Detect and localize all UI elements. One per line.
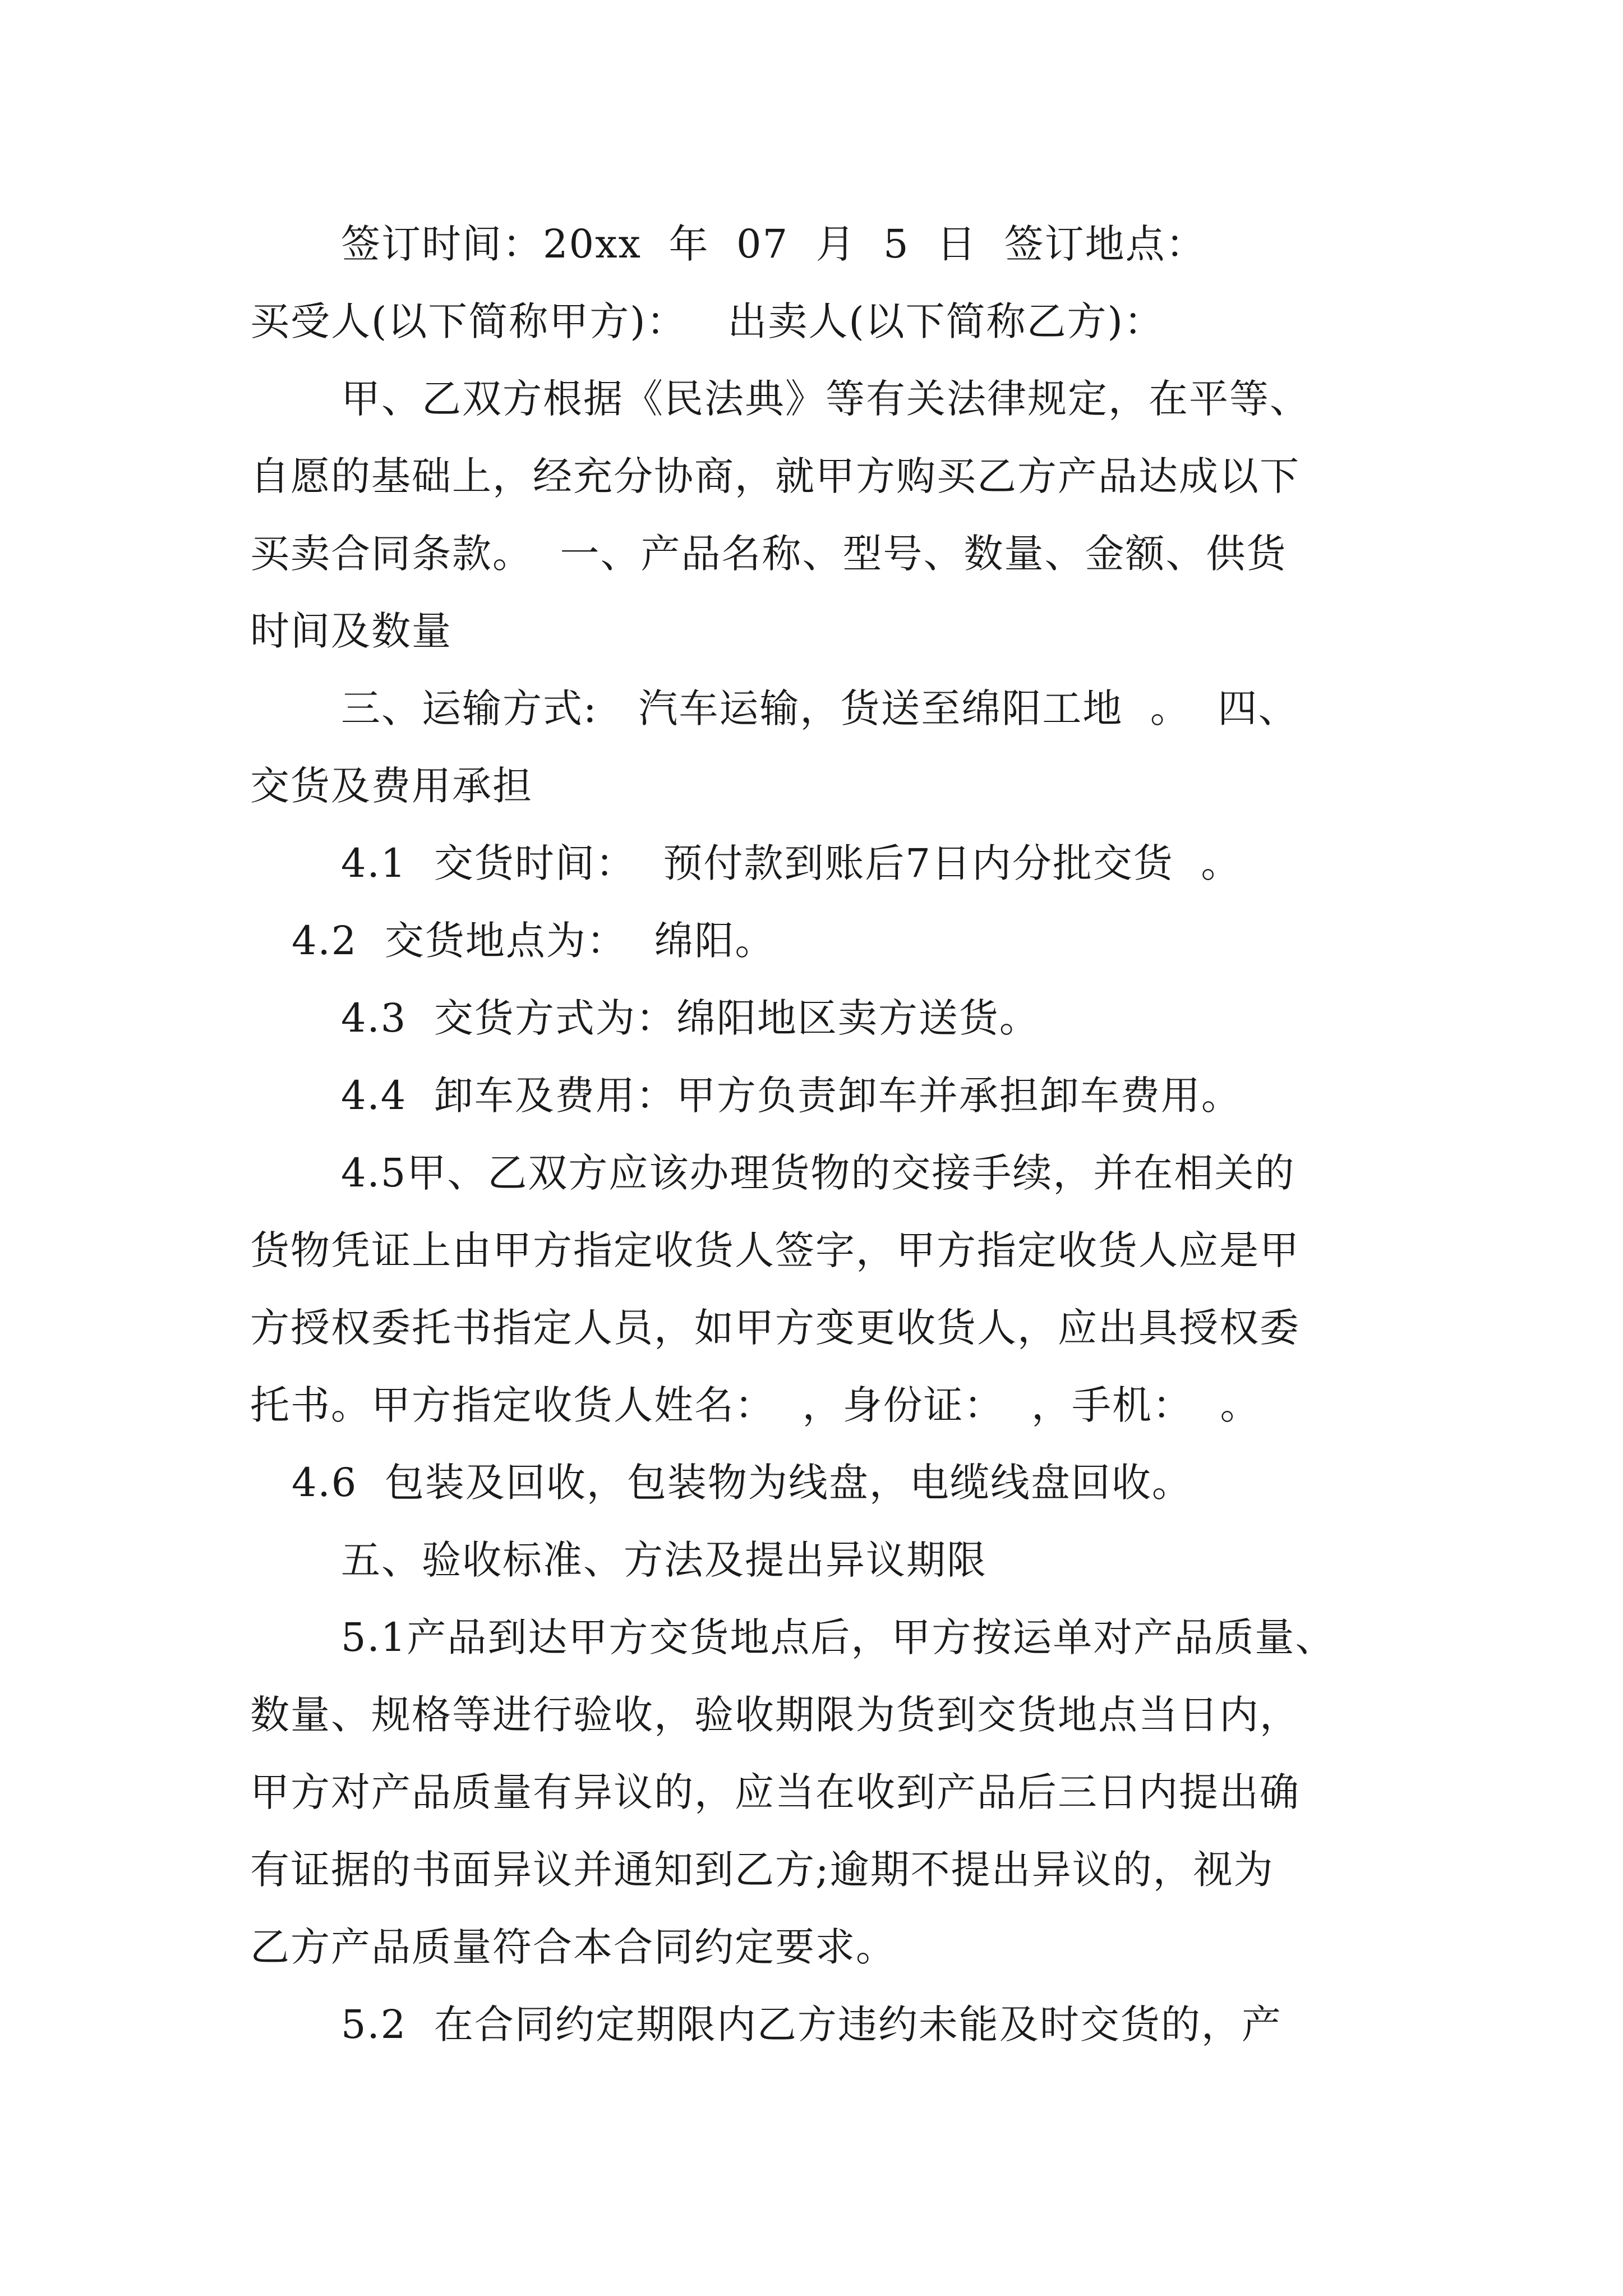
clause-4-5-line-4: 托书。甲方指定收货人姓名： ，身份证： ，手机： 。 bbox=[250, 1382, 1261, 1428]
clause-4-3: 4.3 交货方式为：绵阳地区卖方送货。 bbox=[341, 995, 1040, 1041]
clause-5-1-line-4: 有证据的书面异议并通知到乙方;逾期不提出异议的，视为 bbox=[250, 1847, 1274, 1893]
clause-4-5-line-1: 4.5甲、乙双方应该办理货物的交接手续，并在相关的 bbox=[341, 1150, 1295, 1196]
clause-5-1-line-2: 数量、规格等进行验收，验收期限为货到交货地点当日内， bbox=[250, 1692, 1300, 1738]
intro-line-2: 自愿的基础上，经充分协商，就甲方购买乙方产品达成以下 bbox=[250, 453, 1300, 499]
clause-5-1-line-1: 5.1产品到达甲方交货地点后，甲方按运单对产品质量、 bbox=[341, 1614, 1336, 1660]
clause-5-1-line-3: 甲方对产品质量有异议的，应当在收到产品后三日内提出确 bbox=[250, 1769, 1300, 1815]
intro-line-3: 买卖合同条款。 一、产品名称、型号、数量、金额、供货 bbox=[250, 531, 1287, 577]
clause-4-5-line-2: 货物凭证上由甲方指定收货人签字，甲方指定收货人应是甲 bbox=[250, 1227, 1300, 1273]
clause-4-6: 4.6 包装及回收，包装物为线盘，电缆线盘回收。 bbox=[292, 1460, 1192, 1506]
transport-line-2: 交货及费用承担 bbox=[250, 763, 533, 809]
clause-5-1-line-5: 乙方产品质量符合本合同约定要求。 bbox=[250, 1924, 896, 1970]
intro-line-1: 甲、乙双方根据《民法典》等有关法律规定，在平等、 bbox=[341, 376, 1310, 422]
clause-4-1: 4.1 交货时间： 预付款到账后7日内分批交货 。 bbox=[341, 840, 1242, 886]
clause-4-5-line-3: 方授权委托书指定人员，如甲方变更收货人，应出具授权委 bbox=[250, 1305, 1300, 1351]
intro-line-4: 时间及数量 bbox=[250, 608, 452, 654]
transport-line-1: 三、运输方式: 汽车运输，货送至绵阳工地 。 四、 bbox=[341, 685, 1299, 731]
clause-5-2-line-1: 5.2 在合同约定期限内乙方违约未能及时交货的，产 bbox=[341, 2001, 1282, 2047]
sign-date-line: 签订时间：20xx 年 07 月 5 日 签订地点： bbox=[341, 221, 1206, 267]
clause-4-4: 4.4 卸车及费用：甲方负责卸车并承担卸车费用。 bbox=[341, 1073, 1242, 1119]
parties-line: 买受人(以下简称甲方)： 出卖人(以下简称乙方)： bbox=[250, 298, 1164, 344]
clause-4-2: 4.2 交货地点为： 绵阳。 bbox=[292, 918, 776, 964]
section-5-heading: 五、验收标准、方法及提出异议期限 bbox=[341, 1537, 987, 1583]
